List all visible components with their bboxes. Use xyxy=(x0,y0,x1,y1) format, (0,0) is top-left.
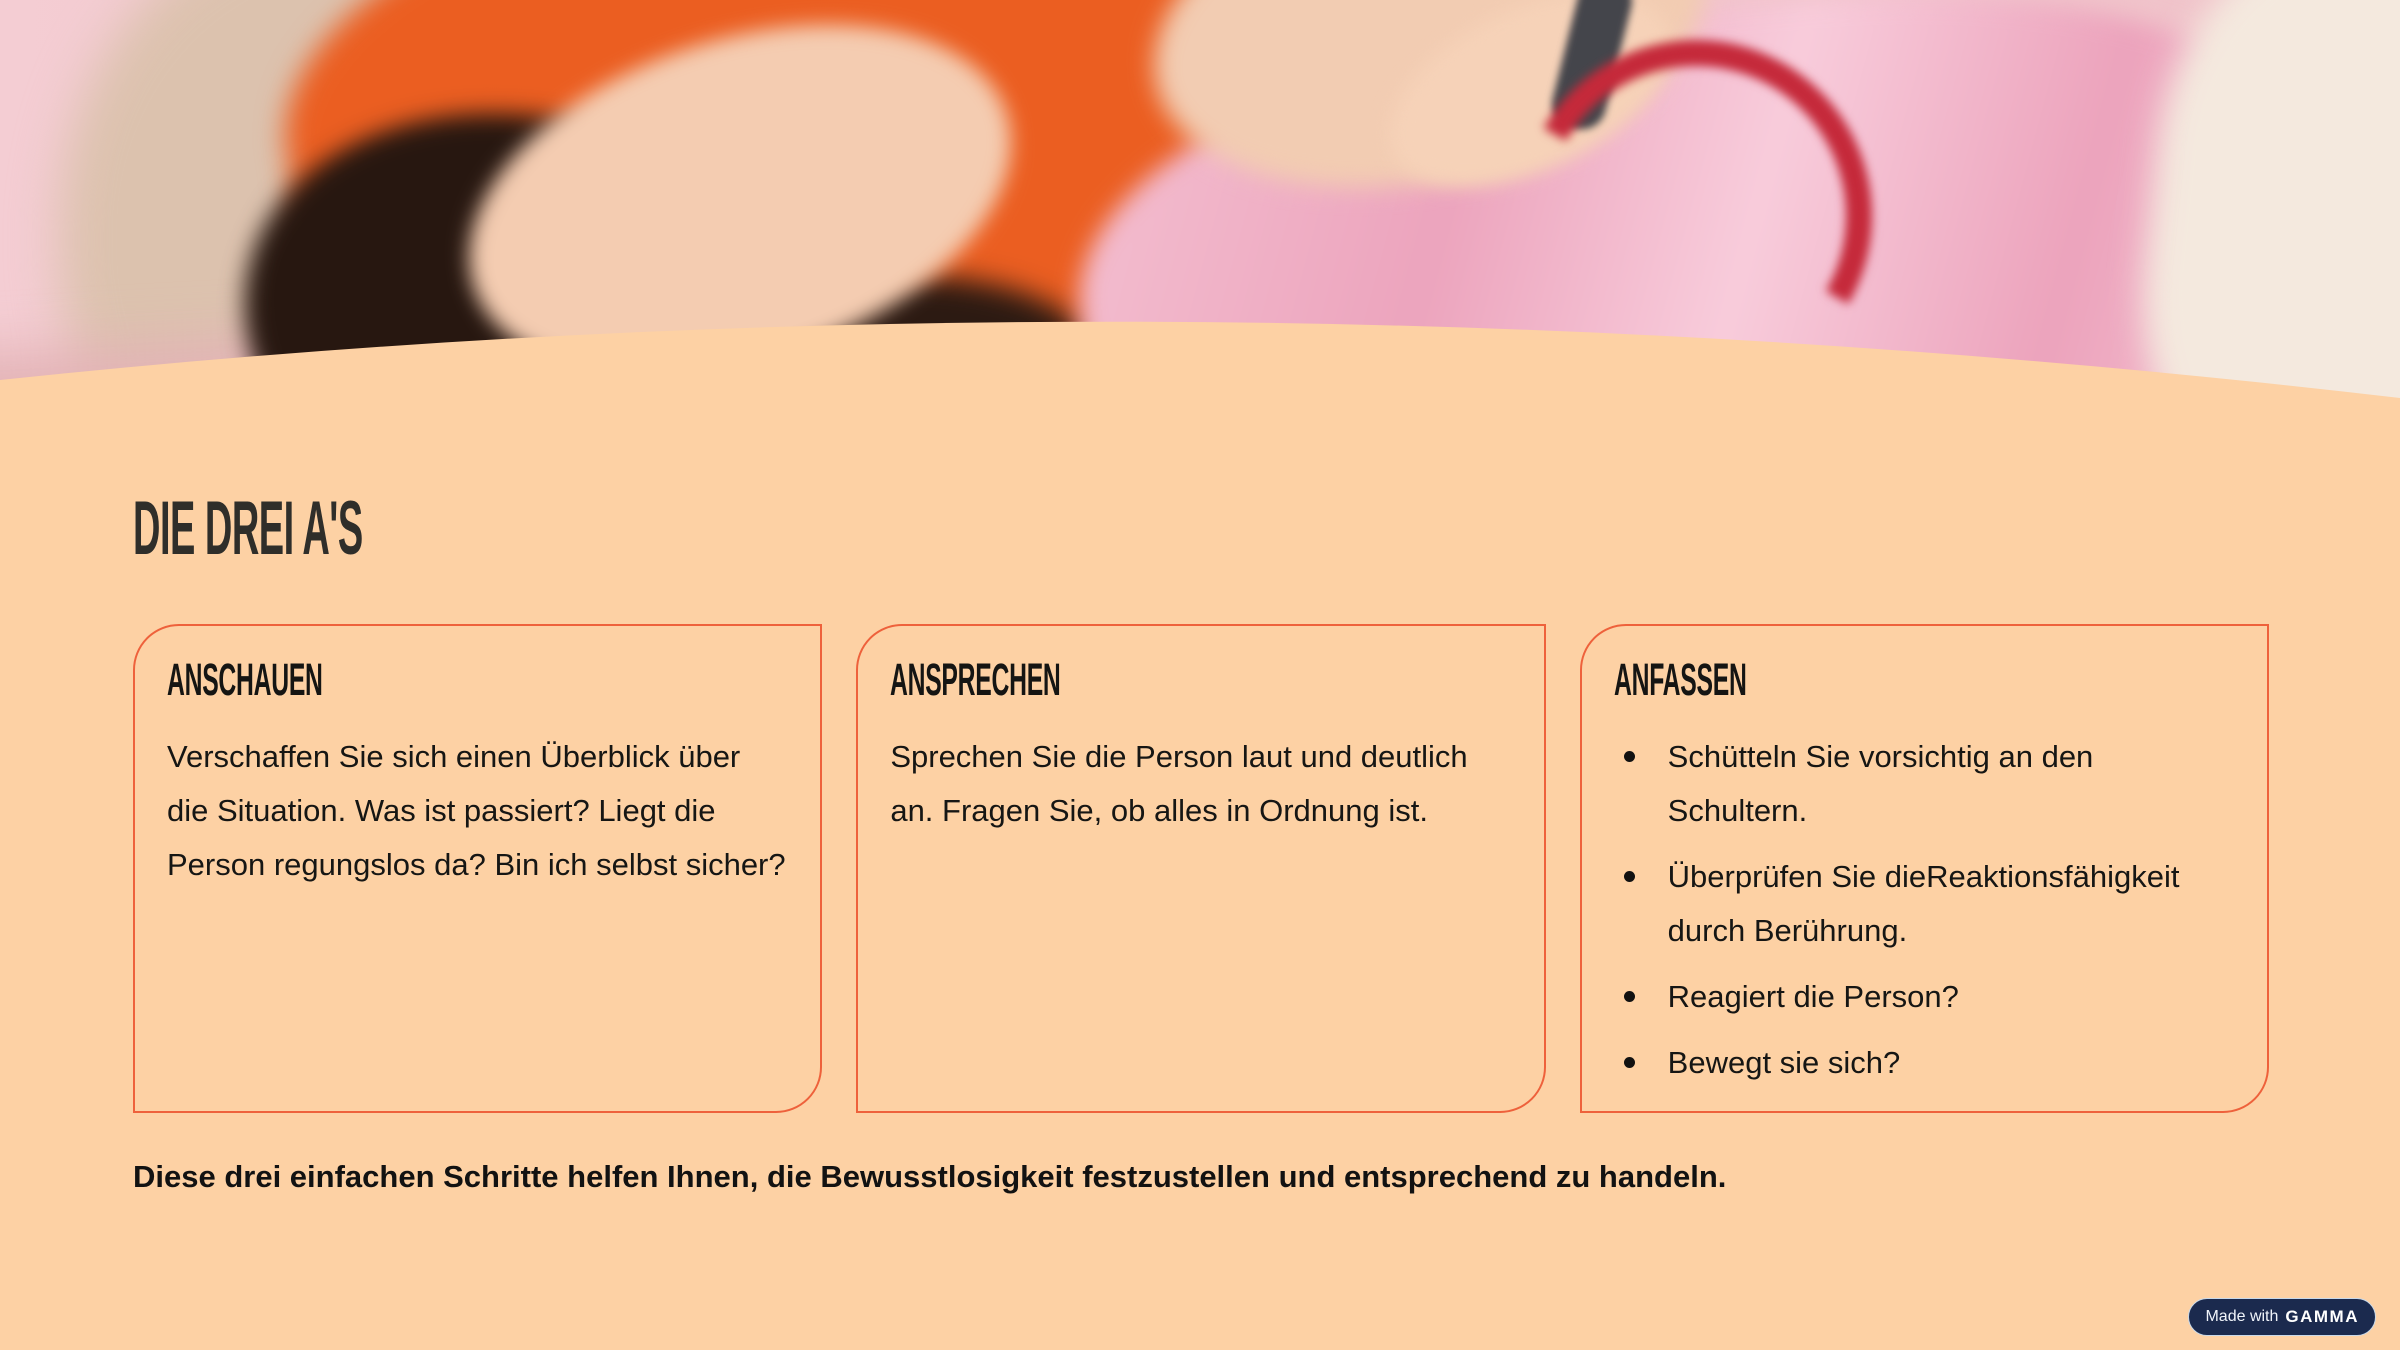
card-anschauen-body: Verschaffen Sie sich einen Überblick über die Situation. Was ist passiert? Liegt die Person regungslos da? Bin ich selbst sicher? xyxy=(167,739,786,882)
card-anfassen-title: ANFASSEN xyxy=(1613,654,1747,705)
curved-section-divider xyxy=(0,250,2400,440)
footer-note: Diese drei einfachen Schritte helfen Ihnen, die Bewusstlosigkeit festzustellen und entsprechend zu handeln. xyxy=(133,1159,1727,1194)
steps-card-row xyxy=(133,624,2269,1113)
card-anschauen-title: ANSCHAUEN xyxy=(167,654,323,705)
bullet-dot-icon xyxy=(1624,751,1635,762)
card-anfassen-bullets xyxy=(1614,730,2233,1090)
content-area xyxy=(133,430,2269,1197)
bullet-dot-icon xyxy=(1624,871,1635,882)
page-title xyxy=(133,486,2269,571)
page-title-text: DIE DREI A'S xyxy=(133,486,363,571)
list-item: Bewegt sie sich? xyxy=(1614,1036,2233,1090)
bullet-dot-icon xyxy=(1624,991,1635,1002)
list-item: Überprüfen Sie dieReaktionsfähigkeit durch Berührung. xyxy=(1614,850,2233,958)
badge-prefix-label: Made with xyxy=(2205,1308,2279,1325)
made-with-gamma-badge[interactable] xyxy=(2188,1298,2376,1336)
card-ansprechen-title: ANSPRECHEN xyxy=(890,654,1061,705)
card-ansprechen-body: Sprechen Sie die Person laut und deutlich an. Fragen Sie, ob alles in Ordnung ist. xyxy=(890,739,1468,828)
list-item: Schütteln Sie vorsichtig an den Schultern. xyxy=(1614,730,2233,838)
card-anschauen xyxy=(133,624,822,1113)
gamma-logo: GAMMA xyxy=(2285,1307,2359,1326)
card-ansprechen xyxy=(856,624,1545,1113)
bullet-dot-icon xyxy=(1624,1057,1635,1068)
card-anfassen xyxy=(1580,624,2269,1113)
list-item: Reagiert die Person? xyxy=(1614,970,2233,1024)
